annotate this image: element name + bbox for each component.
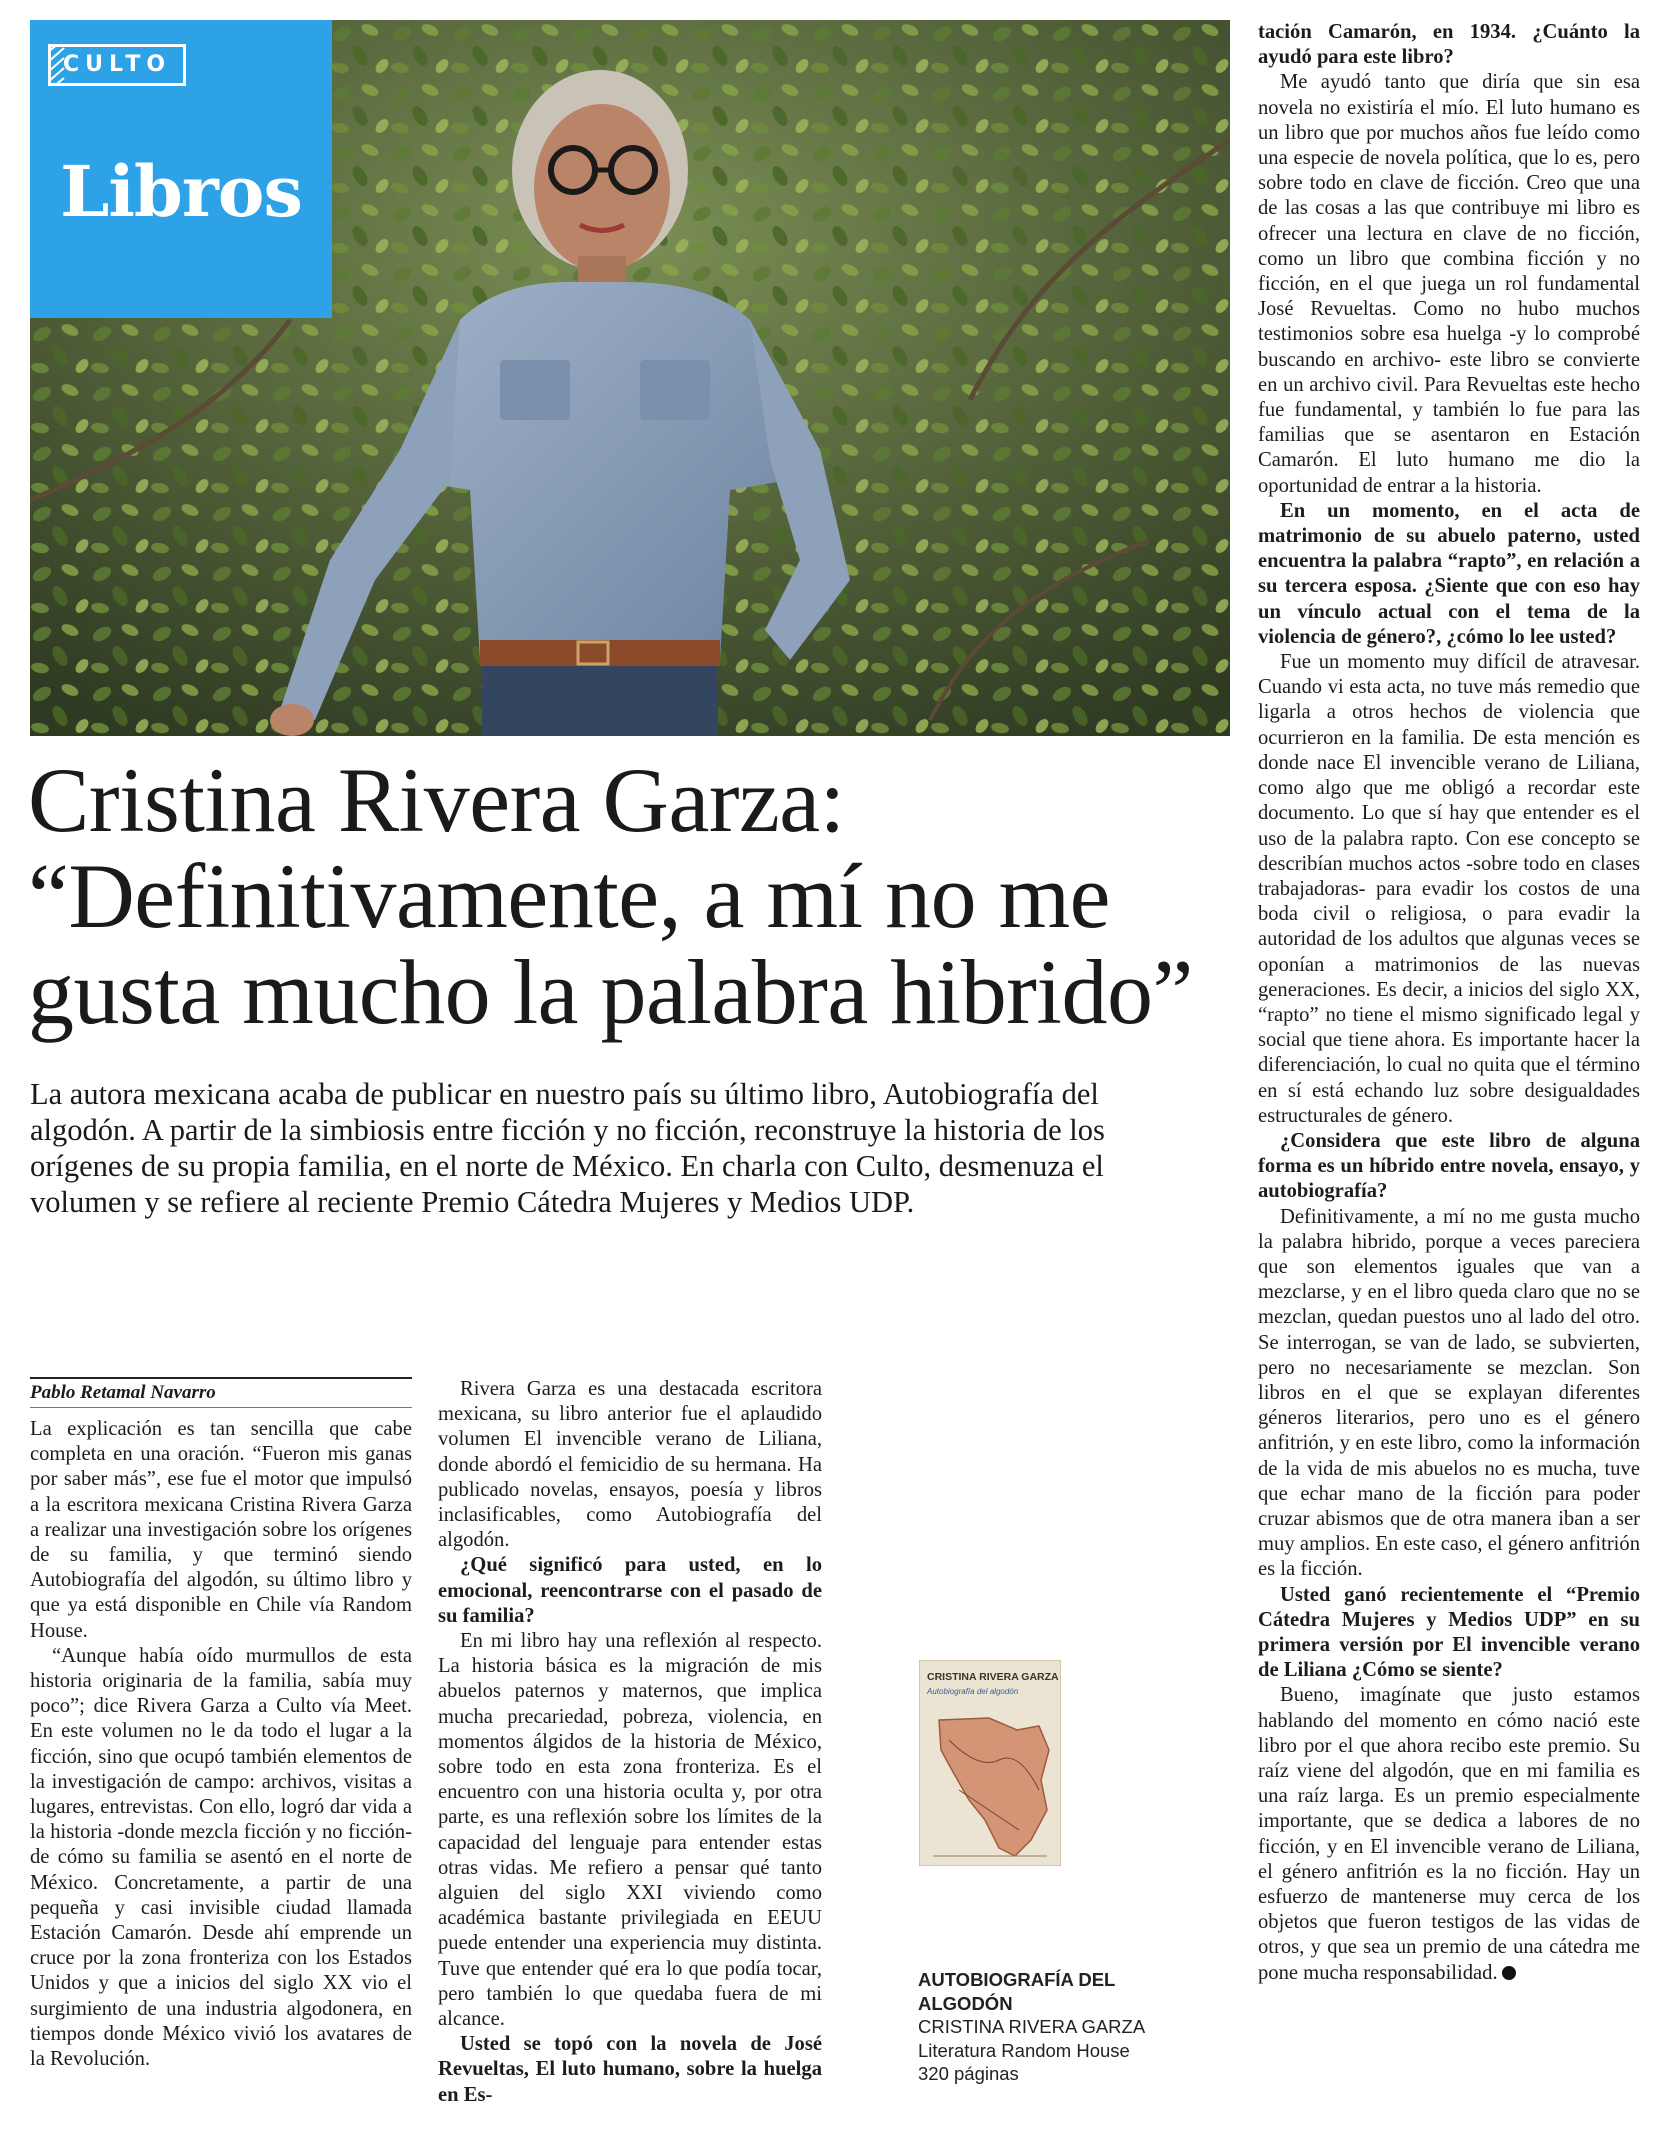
- article-headline: [28, 749, 1228, 1043]
- section-kicker: [48, 44, 186, 86]
- kicker-label: CULTO: [62, 52, 172, 77]
- book-info: [918, 1968, 1218, 2086]
- section-title: Libros: [60, 150, 302, 233]
- paragraph: Fue un momento muy difícil de atravesar. Cuando vi esta acta, no tuve más remedio que ligarla a otros hechos de violencia que ocurrieron en la familia. De esta mención es donde nace El invencible verano de Liliana, como algo que me obligó a recordar este documento. Lo que sí hay que entender es el uso de la palabra rapto. Con ese concepto se describían muchos actos -sobre todo en clases trabajadoras- para evadir los costos de una boda civil o religiosa, o para evadir la autoridad de los adultos que algunas veces se oponían a matrimonios de las nuevas generaciones. Es decir, a inicios del siglo XX, “rapto” no tiene el mismo significado legal y social que tiene ahora. Es importante hacer la diferenciación, lo cual no quita que el término en sí está echando luz sobre desigualdades estructurales de género.: [1258, 651, 1640, 1127]
- book-cover-image: [919, 1660, 1061, 1866]
- article-column-2: [438, 1377, 822, 2108]
- interview-question: ¿Qué significó para usted, en lo emocional, reencontrarse con el pasado de su familia?: [438, 1554, 822, 1627]
- paragraph: Me ayudó tanto que diría que sin esa novela no existiría el mío. El luto humano es un libro que por muchos años fue leído como una especie de novela política, que lo es, pero sobre todo en clave de ficción. Creo que una de las cosas a las que contribuye mi libro es ofrecer una lectura en clave de no ficción, como un libro que combina ficción y no ficción, en el que juega un rol fundamental José Revueltas. Como no hubo muchos testimonios sobre esa huelga -y lo comprobé buscando en archivo- este libro se convierte en un archivo civil. Para Revueltas este hecho fue fundamental, y también lo fue para las familias que se asentaron en Estación Camarón. El luto humano me dio la oportunidad de entrar a la historia.: [1258, 71, 1640, 497]
- interview-question: Usted se topó con la novela de José Revueltas, El luto humano, sobre la huelga en Es-: [438, 2033, 822, 2106]
- headline-line-1: Cristina Rivera Garza:: [28, 749, 845, 851]
- byline: Pablo Retamal Navarro: [30, 1377, 412, 1408]
- book-pages: 320 páginas: [918, 2063, 1019, 2084]
- interview-question: En un momento, en el acta de matrimonio de su abuelo paterno, usted encuentra la palabra “rapto”, en relación a su tercera esposa. ¿Siente que con eso hay un vínculo actual con el tema de la violencia de género?, ¿cómo lo lee usted?: [1258, 499, 1640, 648]
- article-column-3: [1258, 20, 1640, 1986]
- cover-title-text: Autobiografía del algodón: [927, 1687, 1019, 1696]
- headline-line-2: “Definitivamente, a mí no me: [28, 845, 1110, 947]
- kicker-stripes-icon: [48, 44, 66, 86]
- book-publisher: Literatura Random House: [918, 2039, 1130, 2061]
- paragraph: [1258, 1683, 1640, 1985]
- end-dot-icon: [1502, 1966, 1516, 1980]
- cover-author-text: CRISTINA RIVERA GARZA: [927, 1671, 1059, 1683]
- book-title: [918, 1968, 1218, 2015]
- article-lead: La autora mexicana acaba de publicar en nuestro país su último libro, Autobiografía del algodón. A partir de la simbiosis entre ficción y no ficción, reconstruye la historia de los orígenes de su propia familia, en el norte de México. En charla con Culto, desmenuza el volumen y se refiere al reciente Premio Cátedra Mujeres y Medios UDP.: [30, 1077, 1105, 1219]
- paragraph: La explicación es tan sencilla que cabe completa en una oración. “Fueron mis ganas por saber más”, ese fue el motor que impulsó a la escritora mexicana Cristina Rivera Garza a realizar una investigación sobre los orígenes de su familia, y que terminó siendo Autobiografía del algodón, su último libro y que ya está disponible en Chile vía Random House.: [30, 1418, 412, 1642]
- interview-question: tación Camarón, en 1934. ¿Cuánto la ayudó para este libro?: [1258, 21, 1640, 69]
- section-badge: [30, 20, 332, 318]
- book-author: CRISTINA RIVERA GARZA: [918, 2016, 1146, 2037]
- headline-line-3: gusta mucho la palabra hibrido”: [28, 941, 1193, 1043]
- paragraph: Definitivamente, a mí no me gusta mucho la palabra hibrido, porque a veces pareciera que son elementos iguales que van a mezclarse, y en el libro queda claro que no se mezclan, quedan puestos uno al lado del otro. Se interrogan, se van de lado, se subvierten, pero no necesariamente se mezclan. Son libros en el que se explayan diferentes géneros literarios, pero uno es el género anfitrión, y en este libro, como la información de la vida de mis abuelos no es mucha, tuve que echar mano de la ficción para poder cruzar abismos que de otra manera iban a ser muy amplios. En este caso, el género anfitrión es la ficción.: [1258, 1205, 1640, 1581]
- interview-question: ¿Considera que este libro de alguna forma es un híbrido entre novela, ensayo, y autobiografía?: [1258, 1129, 1640, 1203]
- paragraph: “Aunque había oído murmullos de esta historia originaria de la familia, sabía muy poco”; dice Rivera Garza a Culto vía Meet. En este volumen no le da todo el lugar a la ficción, sino que ocupó también elementos de la investigación de campo: archivos, visitas a lugares, entrevistas. Con ello, logró dar vida a la historia -donde mezcla ficción y no ficción- de cómo su familia se asentó en el norte de México. Concretamente, a partir de una pequeña y casi invisible ciudad llamada Estación Camarón. Desde ahí emprende un cruce por la zona fronteriza con los Estados Unidos y que a inicios del siglo XX vio el surgimiento de una industria algodonera, en tiempos donde México vivió los avatares de la Revolución.: [30, 1644, 412, 2071]
- article-column-1: [30, 1417, 412, 2072]
- book-title-line-1: AUTOBIOGRAFÍA DEL: [918, 1969, 1116, 1990]
- book-title-line-2: ALGODÓN: [918, 1992, 1013, 2014]
- final-paragraph-text: Bueno, imagínate que justo estamos hablando del momento en cómo nació este libro por el que ahora recibo este premio. Su raíz viene del algodón, que en mi familia es una raíz larga. Es un premio especialmente importante, que se dedica a labores de no ficción, y en El invencible verano de Liliana, el género anfitrión es la no ficción. Hay un esfuerzo de mantenerse muy cerca de los objetos que fueron testigos de las vidas de otros, y que sea un premio de una cátedra me pone mucha responsabilidad.: [1258, 1684, 1640, 1984]
- paragraph: Rivera Garza es una destacada escritora mexicana, su libro anterior fue el aplaudido volumen El invencible verano de Liliana, donde abordó el femicidio de su hermana. Ha publicado novelas, ensayos, poesía y libros inclasificables, como Autobiografía del algodón.: [438, 1378, 822, 1552]
- paragraph: En mi libro hay una reflexión al respecto. La historia básica es la migración de mis abuelos paternos y maternos, que implica mucha precariedad, pobreza, violencia, en momentos álgidos de la historia de México, sobre todo en esta zona fronteriza. Es el encuentro con una historia oculta y, por otra parte, es una reflexión sobre los límites de la capacidad del lenguaje para entender estas otras vidas. Me refiero a pensar qué tanto alguien del siglo XXI viviendo como académica bastante privilegiada en EEUU puede entender una experiencia muy distinta. Tuve que entender qué era lo que podía tocar, pero también lo que quedaba fuera de mi alcance.: [438, 1630, 822, 2031]
- interview-question: Usted ganó recientemente el “Premio Cátedra Mujeres y Medios UDP” en su primera versión por El invencible verano de Liliana ¿Cómo se siente?: [1258, 1583, 1640, 1682]
